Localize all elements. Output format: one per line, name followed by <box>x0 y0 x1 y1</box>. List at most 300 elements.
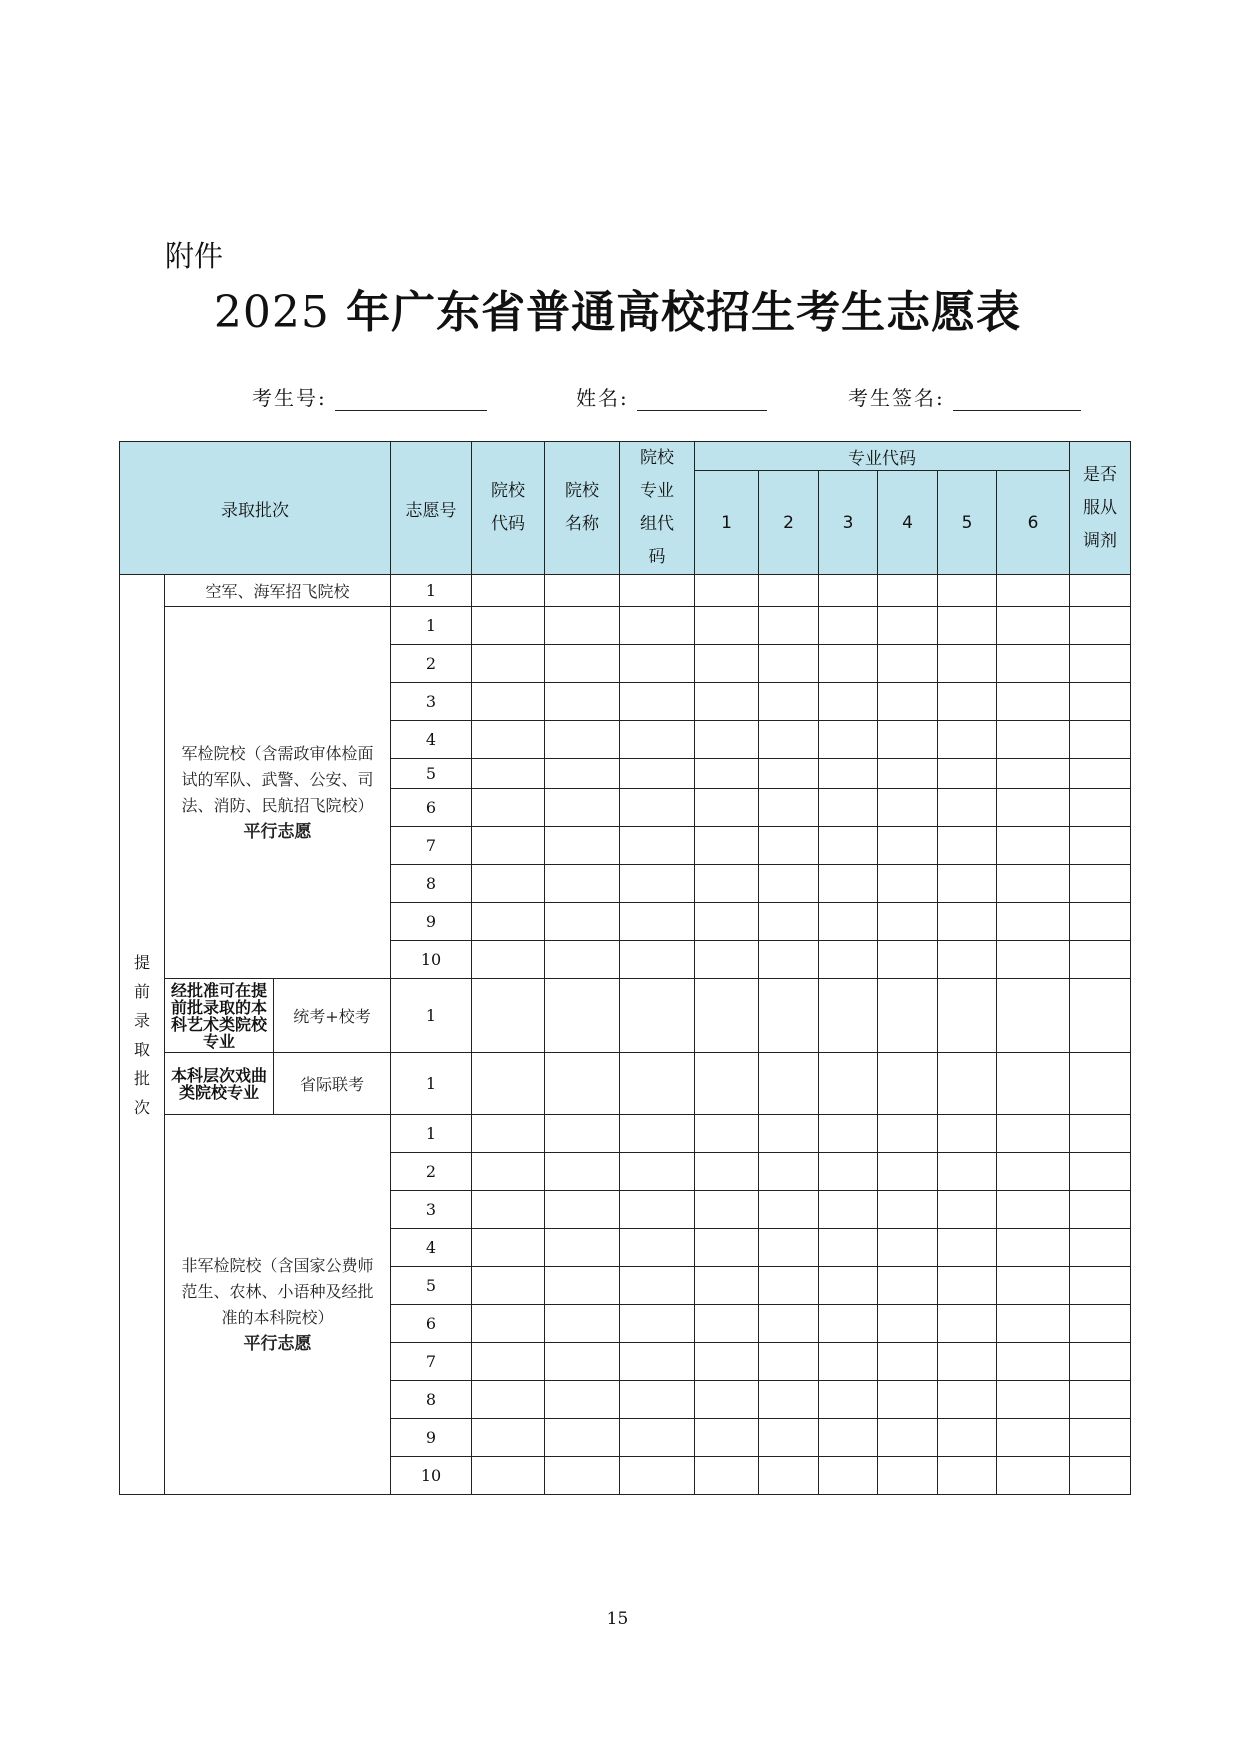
header-major-3: 3 <box>819 471 878 575</box>
entry-cell[interactable] <box>695 827 759 865</box>
table-row <box>120 575 1131 607</box>
choice-number: 1 <box>391 1053 472 1115</box>
entry-cell[interactable] <box>695 789 759 827</box>
entry-cell[interactable] <box>878 575 938 607</box>
batch-char: 批 <box>133 1068 150 1088</box>
entry-cell[interactable] <box>997 1153 1070 1191</box>
header-group-code <box>620 442 695 575</box>
entry-cell[interactable] <box>759 645 819 683</box>
entry-cell[interactable] <box>997 575 1070 607</box>
choice-number: 10 <box>391 1457 472 1495</box>
entry-cell[interactable] <box>819 1305 878 1343</box>
entry-cell[interactable] <box>695 903 759 941</box>
entry-cell[interactable] <box>878 683 938 721</box>
entry-cell[interactable] <box>759 683 819 721</box>
group-non-military-type: 平行志愿 <box>243 1333 312 1354</box>
entry-cell[interactable] <box>472 645 545 683</box>
group-non-military-desc: 非军检院校（含国家公费师范生、农林、小语种及经批准的本科院校） <box>181 1255 374 1327</box>
header-school-name <box>545 442 620 575</box>
header-major-4: 4 <box>878 471 938 575</box>
entry-cell[interactable] <box>695 1053 759 1115</box>
entry-cell[interactable] <box>472 1153 545 1191</box>
entry-cell[interactable] <box>620 1191 695 1229</box>
entry-cell[interactable] <box>878 1053 938 1115</box>
entry-cell[interactable] <box>878 1115 938 1153</box>
choice-number: 5 <box>391 759 472 789</box>
entry-cell[interactable] <box>620 941 695 979</box>
entry-cell[interactable] <box>819 1115 878 1153</box>
entry-cell[interactable] <box>1070 865 1131 903</box>
entry-cell[interactable] <box>695 683 759 721</box>
entry-cell[interactable] <box>472 1381 545 1419</box>
entry-cell[interactable] <box>695 1457 759 1495</box>
entry-cell[interactable] <box>620 607 695 645</box>
entry-cell[interactable] <box>878 903 938 941</box>
entry-cell[interactable] <box>997 865 1070 903</box>
entry-cell[interactable] <box>997 1381 1070 1419</box>
entry-cell[interactable] <box>1070 1305 1131 1343</box>
batch-char: 前 <box>133 981 150 1001</box>
entry-cell[interactable] <box>695 759 759 789</box>
entry-cell[interactable] <box>472 1267 545 1305</box>
entry-cell[interactable] <box>938 1053 997 1115</box>
entry-cell[interactable] <box>997 1457 1070 1495</box>
header-group-code-l4: 码 <box>648 547 666 567</box>
entry-cell[interactable] <box>472 827 545 865</box>
entry-cell[interactable] <box>878 607 938 645</box>
entry-cell[interactable] <box>472 1229 545 1267</box>
entry-cell[interactable] <box>545 1115 620 1153</box>
entry-cell[interactable] <box>620 979 695 1053</box>
entry-cell[interactable] <box>472 575 545 607</box>
entry-cell[interactable] <box>938 827 997 865</box>
entry-cell[interactable] <box>759 1115 819 1153</box>
entry-cell[interactable] <box>997 607 1070 645</box>
header-batch: 录取批次 <box>120 442 391 575</box>
group-military-type: 平行志愿 <box>243 821 312 842</box>
entry-cell[interactable] <box>878 865 938 903</box>
entry-cell[interactable] <box>759 1305 819 1343</box>
entry-cell[interactable] <box>545 1305 620 1343</box>
group-non-military <box>165 1115 391 1495</box>
entry-cell[interactable] <box>819 607 878 645</box>
entry-cell[interactable] <box>695 979 759 1053</box>
entry-cell[interactable] <box>878 1343 938 1381</box>
entry-cell[interactable] <box>695 1153 759 1191</box>
entry-cell[interactable] <box>472 1419 545 1457</box>
entry-cell[interactable] <box>695 1419 759 1457</box>
entry-cell[interactable] <box>545 683 620 721</box>
entry-cell[interactable] <box>997 789 1070 827</box>
entry-cell[interactable] <box>620 575 695 607</box>
entry-cell[interactable] <box>878 1419 938 1457</box>
entry-cell[interactable] <box>938 903 997 941</box>
entry-cell[interactable] <box>819 1267 878 1305</box>
entry-cell[interactable] <box>545 941 620 979</box>
group-air-navy: 空军、海军招飞院校 <box>165 575 391 607</box>
page-title <box>0 276 1235 340</box>
choice-number: 2 <box>391 645 472 683</box>
name-line[interactable] <box>637 388 767 411</box>
entry-cell[interactable] <box>620 1229 695 1267</box>
choice-number: 1 <box>391 607 472 645</box>
entry-cell[interactable] <box>759 1343 819 1381</box>
choice-table <box>119 441 1131 1495</box>
entry-cell[interactable] <box>938 1343 997 1381</box>
entry-cell[interactable] <box>620 721 695 759</box>
entry-cell[interactable] <box>1070 1419 1131 1457</box>
entry-cell[interactable] <box>695 1343 759 1381</box>
batch-label <box>120 575 165 1495</box>
entry-cell[interactable] <box>759 1191 819 1229</box>
choice-number: 7 <box>391 1343 472 1381</box>
entry-cell[interactable] <box>878 979 938 1053</box>
entry-cell[interactable] <box>1070 1457 1131 1495</box>
entry-cell[interactable] <box>878 941 938 979</box>
entry-cell[interactable] <box>819 1419 878 1457</box>
entry-cell[interactable] <box>997 827 1070 865</box>
entry-cell[interactable] <box>997 1267 1070 1305</box>
entry-cell[interactable] <box>472 1305 545 1343</box>
entry-cell[interactable] <box>620 683 695 721</box>
entry-cell[interactable] <box>545 1419 620 1457</box>
entry-cell[interactable] <box>938 1115 997 1153</box>
entry-cell[interactable] <box>545 721 620 759</box>
entry-cell[interactable] <box>545 1343 620 1381</box>
entry-cell[interactable] <box>759 1053 819 1115</box>
entry-cell[interactable] <box>620 759 695 789</box>
entry-cell[interactable] <box>545 1153 620 1191</box>
entry-cell[interactable] <box>759 979 819 1053</box>
entry-cell[interactable] <box>997 979 1070 1053</box>
entry-cell[interactable] <box>545 1267 620 1305</box>
entry-cell[interactable] <box>938 1153 997 1191</box>
entry-cell[interactable] <box>759 1419 819 1457</box>
entry-cell[interactable] <box>545 1191 620 1229</box>
entry-cell[interactable] <box>545 979 620 1053</box>
entry-cell[interactable] <box>938 575 997 607</box>
entry-cell[interactable] <box>997 645 1070 683</box>
entry-cell[interactable] <box>819 979 878 1053</box>
choice-table-body <box>120 575 1131 1495</box>
entry-cell[interactable] <box>620 1153 695 1191</box>
entry-cell[interactable] <box>878 1229 938 1267</box>
choice-number: 1 <box>391 575 472 607</box>
choice-number: 7 <box>391 827 472 865</box>
entry-cell[interactable] <box>759 941 819 979</box>
entry-cell[interactable] <box>759 865 819 903</box>
entry-cell[interactable] <box>938 645 997 683</box>
entry-cell[interactable] <box>472 979 545 1053</box>
entry-cell[interactable] <box>997 1229 1070 1267</box>
entry-cell[interactable] <box>938 1457 997 1495</box>
entry-cell[interactable] <box>1070 575 1131 607</box>
choice-number: 9 <box>391 1419 472 1457</box>
signature-label: 考生签名: <box>848 386 945 410</box>
header-group-code-l1: 院校 <box>640 448 674 468</box>
entry-cell[interactable] <box>938 1191 997 1229</box>
entry-cell[interactable] <box>997 903 1070 941</box>
entry-cell[interactable] <box>997 1053 1070 1115</box>
entry-cell[interactable] <box>938 683 997 721</box>
entry-cell[interactable] <box>997 1305 1070 1343</box>
entry-cell[interactable] <box>545 827 620 865</box>
entry-cell[interactable] <box>472 607 545 645</box>
entry-cell[interactable] <box>472 865 545 903</box>
entry-cell[interactable] <box>878 1381 938 1419</box>
entry-cell[interactable] <box>759 759 819 789</box>
entry-cell[interactable] <box>819 575 878 607</box>
entry-cell[interactable] <box>938 789 997 827</box>
entry-cell[interactable] <box>997 1343 1070 1381</box>
entry-cell[interactable] <box>472 903 545 941</box>
header-major-1: 1 <box>695 471 759 575</box>
entry-cell[interactable] <box>819 1457 878 1495</box>
entry-cell[interactable] <box>695 645 759 683</box>
entry-cell[interactable] <box>878 789 938 827</box>
entry-cell[interactable] <box>759 1381 819 1419</box>
entry-cell[interactable] <box>938 1419 997 1457</box>
entry-cell[interactable] <box>878 1457 938 1495</box>
entry-cell[interactable] <box>545 1229 620 1267</box>
entry-cell[interactable] <box>545 645 620 683</box>
entry-cell[interactable] <box>545 607 620 645</box>
entry-cell[interactable] <box>819 1343 878 1381</box>
choice-number: 6 <box>391 1305 472 1343</box>
entry-cell[interactable] <box>545 1457 620 1495</box>
entry-cell[interactable] <box>997 941 1070 979</box>
group-art-desc: 经批准可在提前批录取的本科艺术类院校专业 <box>165 979 274 1053</box>
entry-cell[interactable] <box>938 759 997 789</box>
entry-cell[interactable] <box>1070 645 1131 683</box>
header-major-6: 6 <box>997 471 1070 575</box>
entry-cell[interactable] <box>695 1267 759 1305</box>
group-opera-exam: 省际联考 <box>274 1053 391 1115</box>
entry-cell[interactable] <box>759 789 819 827</box>
choice-number: 1 <box>391 979 472 1053</box>
entry-cell[interactable] <box>695 575 759 607</box>
signature-line[interactable] <box>953 388 1081 411</box>
entry-cell[interactable] <box>545 865 620 903</box>
header-group-code-l2: 专业 <box>640 481 674 501</box>
entry-cell[interactable] <box>1070 1229 1131 1267</box>
entry-cell[interactable] <box>695 1229 759 1267</box>
header-adjust <box>1070 442 1131 575</box>
entry-cell[interactable] <box>759 575 819 607</box>
entry-cell[interactable] <box>938 607 997 645</box>
entry-cell[interactable] <box>620 827 695 865</box>
entry-cell[interactable] <box>759 903 819 941</box>
entry-cell[interactable] <box>997 759 1070 789</box>
entry-cell[interactable] <box>472 1457 545 1495</box>
entry-cell[interactable] <box>472 1115 545 1153</box>
entry-cell[interactable] <box>878 721 938 759</box>
entry-cell[interactable] <box>819 645 878 683</box>
entry-cell[interactable] <box>695 1115 759 1153</box>
entry-cell[interactable] <box>819 941 878 979</box>
entry-cell[interactable] <box>1070 1343 1131 1381</box>
entry-cell[interactable] <box>759 1267 819 1305</box>
entry-cell[interactable] <box>1070 683 1131 721</box>
entry-cell[interactable] <box>819 721 878 759</box>
header-school-code-l1: 院校 <box>491 481 525 501</box>
batch-char: 取 <box>133 1039 150 1059</box>
entry-cell[interactable] <box>695 607 759 645</box>
entry-cell[interactable] <box>878 827 938 865</box>
name-field[interactable] <box>576 382 767 411</box>
entry-cell[interactable] <box>759 607 819 645</box>
entry-cell[interactable] <box>819 1381 878 1419</box>
entry-cell[interactable] <box>1070 1381 1131 1419</box>
group-military <box>165 607 391 979</box>
entry-cell[interactable] <box>938 1229 997 1267</box>
batch-char: 次 <box>133 1097 150 1117</box>
entry-cell[interactable] <box>819 759 878 789</box>
entry-cell[interactable] <box>938 941 997 979</box>
entry-cell[interactable] <box>819 865 878 903</box>
entry-cell[interactable] <box>759 1457 819 1495</box>
entry-cell[interactable] <box>620 1381 695 1419</box>
table-row <box>120 1053 1131 1115</box>
entry-cell[interactable] <box>1070 1153 1131 1191</box>
entry-cell[interactable] <box>620 645 695 683</box>
choice-number: 9 <box>391 903 472 941</box>
exam-no-field[interactable] <box>252 382 487 411</box>
title-text: 年广东省普通高校招生考生志愿表 <box>346 287 1022 338</box>
entry-cell[interactable] <box>878 1267 938 1305</box>
header-adjust-l3: 调剂 <box>1083 530 1117 551</box>
entry-cell[interactable] <box>938 979 997 1053</box>
entry-cell[interactable] <box>695 941 759 979</box>
entry-cell[interactable] <box>819 789 878 827</box>
entry-cell[interactable] <box>545 759 620 789</box>
group-opera-desc: 本科层次戏曲类院校专业 <box>165 1053 274 1115</box>
entry-cell[interactable] <box>938 865 997 903</box>
entry-cell[interactable] <box>1070 979 1131 1053</box>
entry-cell[interactable] <box>819 1229 878 1267</box>
entry-cell[interactable] <box>620 1305 695 1343</box>
entry-cell[interactable] <box>878 1305 938 1343</box>
entry-cell[interactable] <box>545 789 620 827</box>
entry-cell[interactable] <box>472 683 545 721</box>
header-school-name-l2: 名称 <box>565 514 599 534</box>
choice-number: 3 <box>391 1191 472 1229</box>
attachment-label: 附件 <box>165 239 224 273</box>
choice-number: 3 <box>391 683 472 721</box>
choice-number: 8 <box>391 865 472 903</box>
entry-cell[interactable] <box>545 1381 620 1419</box>
entry-cell[interactable] <box>695 1305 759 1343</box>
entry-cell[interactable] <box>1070 721 1131 759</box>
entry-cell[interactable] <box>938 1305 997 1343</box>
entry-cell[interactable] <box>545 575 620 607</box>
entry-cell[interactable] <box>620 1343 695 1381</box>
entry-cell[interactable] <box>1070 1053 1131 1115</box>
entry-cell[interactable] <box>620 1457 695 1495</box>
header-major-5: 5 <box>938 471 997 575</box>
entry-cell[interactable] <box>620 1419 695 1457</box>
group-art-exam: 统考+校考 <box>274 979 391 1053</box>
entry-cell[interactable] <box>472 941 545 979</box>
entry-cell[interactable] <box>759 721 819 759</box>
entry-cell[interactable] <box>819 1153 878 1191</box>
entry-cell[interactable] <box>472 721 545 759</box>
entry-cell[interactable] <box>819 827 878 865</box>
entry-cell[interactable] <box>1070 1191 1131 1229</box>
entry-cell[interactable] <box>997 721 1070 759</box>
entry-cell[interactable] <box>819 683 878 721</box>
table-row <box>120 1115 1131 1153</box>
exam-no-line[interactable] <box>335 388 487 411</box>
batch-char: 提 <box>133 952 150 972</box>
entry-cell[interactable] <box>695 721 759 759</box>
header-school-code <box>472 442 545 575</box>
entry-cell[interactable] <box>938 1267 997 1305</box>
choice-number: 4 <box>391 1229 472 1267</box>
entry-cell[interactable] <box>1070 759 1131 789</box>
entry-cell[interactable] <box>695 1381 759 1419</box>
entry-cell[interactable] <box>472 1053 545 1115</box>
entry-cell[interactable] <box>620 903 695 941</box>
entry-cell[interactable] <box>997 683 1070 721</box>
entry-cell[interactable] <box>819 1053 878 1115</box>
entry-cell[interactable] <box>472 759 545 789</box>
entry-cell[interactable] <box>997 1115 1070 1153</box>
entry-cell[interactable] <box>997 1419 1070 1457</box>
entry-cell[interactable] <box>1070 1267 1131 1305</box>
entry-cell[interactable] <box>938 1381 997 1419</box>
entry-cell[interactable] <box>545 1053 620 1115</box>
entry-cell[interactable] <box>878 1153 938 1191</box>
header-choice-no: 志愿号 <box>391 442 472 575</box>
entry-cell[interactable] <box>1070 789 1131 827</box>
entry-cell[interactable] <box>1070 827 1131 865</box>
entry-cell[interactable] <box>472 1191 545 1229</box>
entry-cell[interactable] <box>620 865 695 903</box>
entry-cell[interactable] <box>819 1191 878 1229</box>
entry-cell[interactable] <box>759 827 819 865</box>
entry-cell[interactable] <box>1070 607 1131 645</box>
entry-cell[interactable] <box>620 1115 695 1153</box>
exam-no-label: 考生号: <box>252 386 327 410</box>
entry-cell[interactable] <box>1070 1115 1131 1153</box>
entry-cell[interactable] <box>1070 903 1131 941</box>
entry-cell[interactable] <box>938 721 997 759</box>
choice-number: 4 <box>391 721 472 759</box>
batch-char: 录 <box>133 1010 150 1030</box>
entry-cell[interactable] <box>759 1153 819 1191</box>
choice-number: 6 <box>391 789 472 827</box>
entry-cell[interactable] <box>695 1191 759 1229</box>
entry-cell[interactable] <box>878 645 938 683</box>
entry-cell[interactable] <box>472 789 545 827</box>
entry-cell[interactable] <box>878 1191 938 1229</box>
header-major-2: 2 <box>759 471 819 575</box>
entry-cell[interactable] <box>620 1267 695 1305</box>
entry-cell[interactable] <box>472 1343 545 1381</box>
signature-field[interactable] <box>848 382 1081 411</box>
entry-cell[interactable] <box>759 1229 819 1267</box>
table-row <box>120 607 1131 645</box>
entry-cell[interactable] <box>819 903 878 941</box>
entry-cell[interactable] <box>545 903 620 941</box>
entry-cell[interactable] <box>1070 941 1131 979</box>
entry-cell[interactable] <box>878 759 938 789</box>
entry-cell[interactable] <box>620 789 695 827</box>
entry-cell[interactable] <box>695 865 759 903</box>
entry-cell[interactable] <box>997 1191 1070 1229</box>
entry-cell[interactable] <box>620 1053 695 1115</box>
